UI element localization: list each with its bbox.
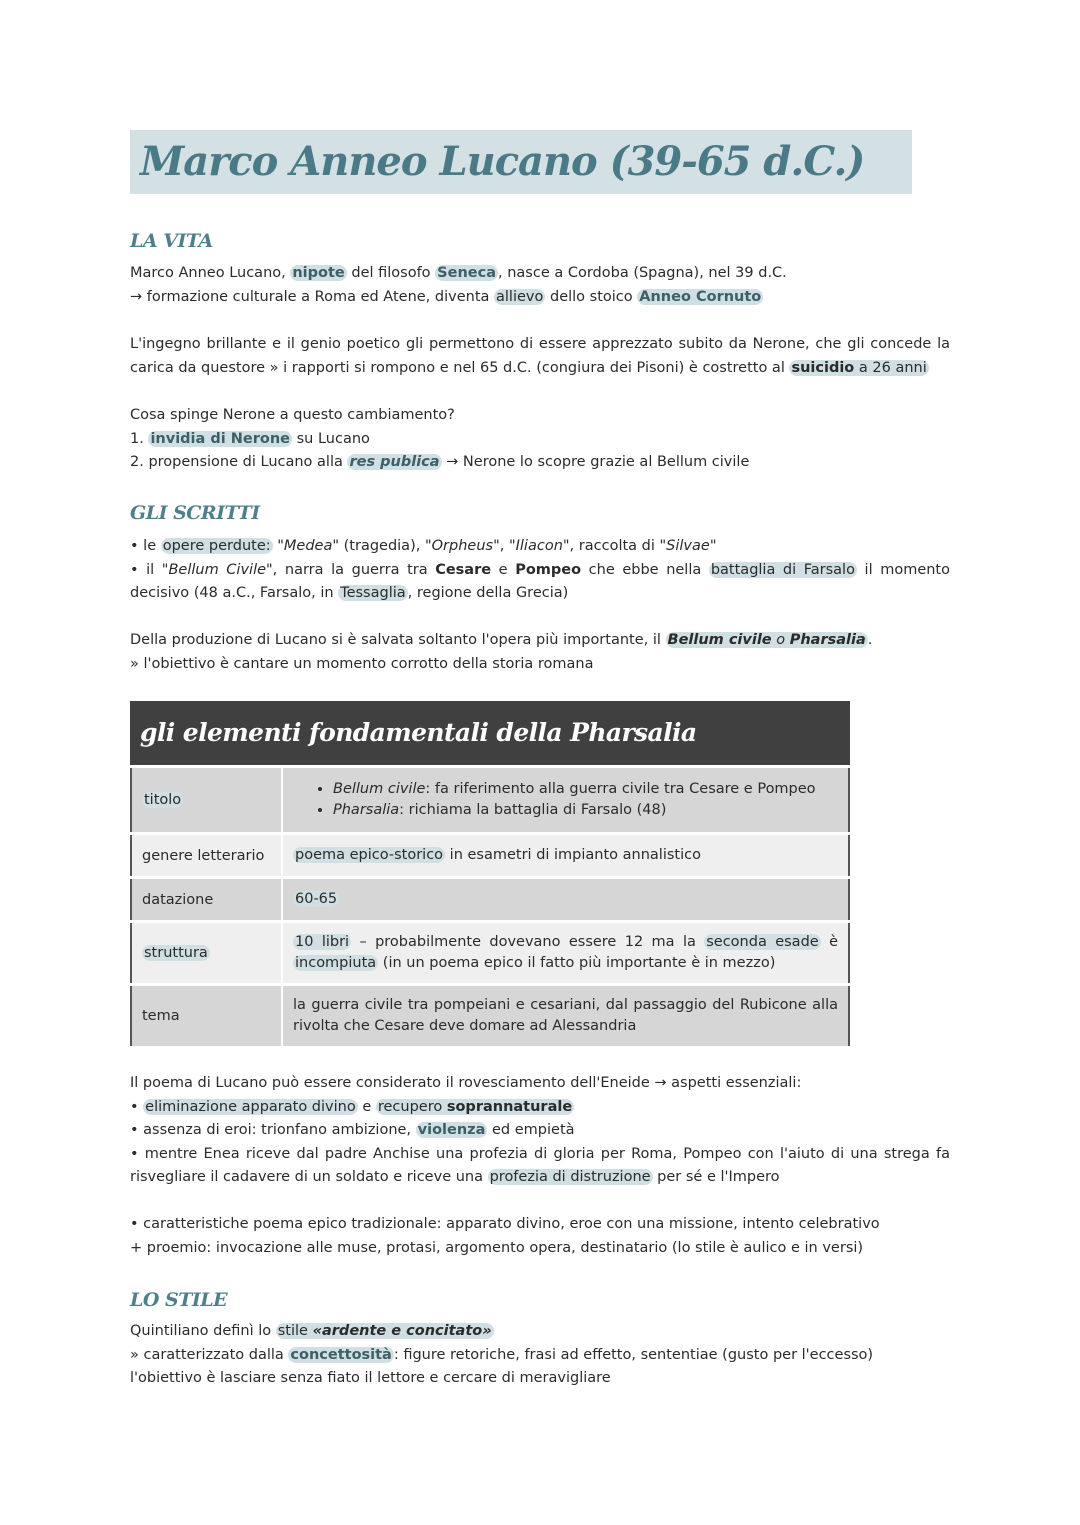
highlight: recupero soprannaturale: [377, 1098, 573, 1115]
highlight: suicidio a 26 anni: [791, 359, 927, 376]
vita-paragraph-2: L'ingegno brillante e il genio poetico gli permettono di essere apprezzato subito da Nerone, che gli concede la carica da questore » i rapporti si rompono e nel 65 d.C. (congiura dei Pisoni) è costretto al suicidio a 26 anni: [130, 336, 950, 376]
table-row: [130, 923, 850, 983]
highlight: invidia di Nerone: [150, 430, 290, 447]
eneide-paragraph-2: • caratteristiche poema epico tradizionale: apparato divino, eroe con una missione, intento celebrativo + proemio: invocazione alle muse, protasi, argomento opera, destinatario (lo stile è aulico e in versi): [130, 1216, 880, 1256]
table-row: [130, 835, 850, 876]
highlight: 60-65: [295, 891, 338, 907]
row-value: la guerra civile tra pompeiani e cesariani, dal passaggio del Rubicone alla rivolta che Cesare deve domare ad Alessandria: [283, 986, 850, 1046]
section-heading-stile: LO STILE: [130, 1289, 228, 1311]
highlight: battaglia di Farsalo: [710, 561, 855, 578]
row-label: genere letterario: [130, 835, 281, 876]
eneide-paragraph-1: Il poema di Lucano può essere considerato il rovesciamento dell'Eneide → aspetti essenziali: • eliminazione apparato divino e recupero soprannaturale • assenza di eroi: trionfano ambizione, violenza ed empietà • mentre Enea riceve dal padre Anchise una profezia di gloria per Roma, Pompeo con l'aiuto di una strega fa risvegliare il cadavere di un soldato e riceve una profezia di distruzione per sé e l'Impero: [130, 1075, 950, 1185]
scritti-paragraph-1: • le opere perdute: "Medea" (tragedia), "Orpheus", "Iliacon", raccolta di "Silvae" • il "Bellum Civile", narra la guerra tra Cesare e Pompeo che ebbe nella battaglia di Farsalo il momento decisivo (48 a.C., Farsalo, in Tessaglia , regione della Grecia): [130, 538, 950, 601]
highlight: incompiuta: [295, 955, 377, 971]
section-heading-scritti: GLI SCRITTI: [130, 502, 260, 524]
row-value: [283, 879, 850, 920]
vita-paragraph-1: Marco Anneo Lucano, nipote del filosofo Seneca , nasce a Cordoba (Spagna), nel 39 d.C. → formazione culturale a Roma ed Atene, diventa allievo dello stoico Anneo Cornuto: [130, 265, 787, 305]
highlight: res publica: [349, 454, 440, 470]
highlight: nipote: [292, 265, 345, 281]
row-value: poema epico-storico in esametri di impianto annalistico: [283, 835, 850, 876]
highlight: concettosità: [290, 1346, 392, 1363]
stile-paragraph: Quintiliano definì lo stile «ardente e concitato» » caratterizzato dalla concettosità : figure retoriche, frasi ad effetto, sententiae (gusto per l'eccesso) l'obiettivo è lasciare senza fiato il lettore e cercare di meravigliare: [130, 1323, 874, 1386]
highlight: allievo: [496, 288, 544, 305]
highlight: stile «ardente e concitato»: [277, 1323, 492, 1339]
table-row: [130, 986, 850, 1046]
row-value: • Bellum civile: fa riferimento alla guerra civile tra Cesare e Pompeo • Pharsalia: richiama la battaglia di Farsalo (48): [283, 768, 850, 832]
row-label: titolo: [130, 768, 281, 832]
table-header: [130, 701, 850, 765]
table-row: [130, 768, 850, 832]
highlight: 10 libri: [295, 934, 350, 950]
highlight: Bellum civile o Pharsalia: [667, 632, 866, 648]
row-label: struttura: [130, 923, 281, 983]
highlight: Anneo Cornuto: [639, 288, 762, 305]
highlight: poema epico-storico: [295, 847, 444, 863]
highlight: seconda esade: [706, 934, 819, 950]
highlight: violenza: [417, 1122, 486, 1138]
vita-paragraph-3: Cosa spinge Nerone a questo cambiamento? 1. invidia di Nerone su Lucano 2. propensione di Lucano alla res publica → Nerone lo scopre grazie al Bellum civile: [130, 407, 750, 470]
highlight: Seneca: [437, 265, 496, 281]
table-title: gli elementi fondamentali della Pharsalia: [140, 718, 697, 747]
row-value: 10 libri – probabilmente dovevano essere 12 ma la seconda esade è incompiuta (in un poema epico il fatto più importante è in mezzo): [283, 923, 850, 983]
title-banner: [130, 130, 912, 194]
highlight: Tessaglia: [340, 585, 406, 601]
table-row: [130, 879, 850, 920]
highlight: profezia di distruzione: [489, 1169, 651, 1185]
highlight: eliminazione apparato divino: [145, 1098, 356, 1115]
row-label: tema: [130, 986, 281, 1046]
highlight: opere perdute:: [162, 538, 271, 554]
page-title: Marco Anneo Lucano (39-65 d.C.): [140, 138, 865, 185]
scritti-paragraph-2: Della produzione di Lucano si è salvata soltanto l'opera più importante, il Bellum civile o Pharsalia . » l'obiettivo è cantare un momento corrotto della storia romana: [130, 632, 873, 672]
row-label: datazione: [130, 879, 281, 920]
section-heading-vita: LA VITA: [130, 230, 213, 252]
